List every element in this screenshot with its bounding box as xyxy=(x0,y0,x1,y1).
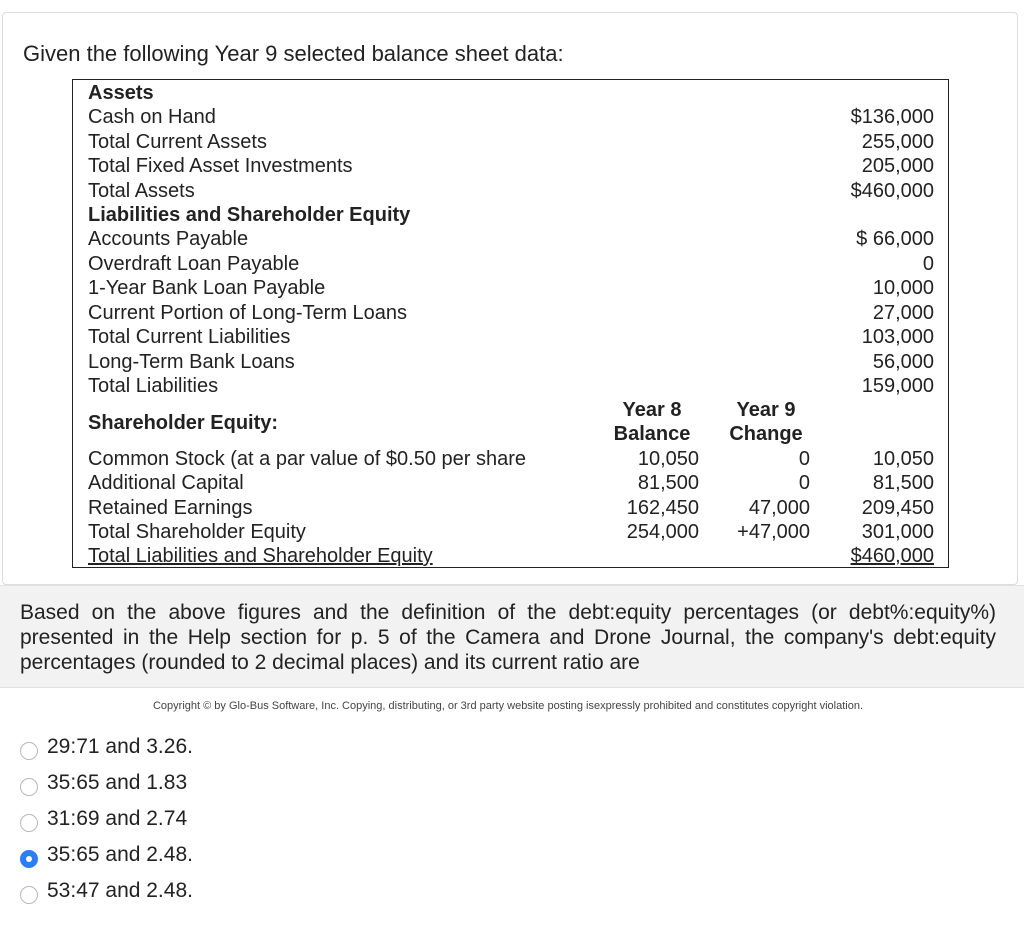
row-value: $460,000 xyxy=(850,180,934,202)
row-label: Total Liabilities xyxy=(88,375,219,397)
assets-heading: Assets xyxy=(88,82,154,104)
row-value: 27,000 xyxy=(872,302,934,324)
row-label: Accounts Payable xyxy=(88,228,249,250)
radio-button[interactable] xyxy=(20,778,38,796)
liabilities-heading: Liabilities and Shareholder Equity xyxy=(88,204,411,226)
equity-heading: Shareholder Equity: xyxy=(88,412,279,434)
row-label: Cash on Hand xyxy=(88,106,216,128)
row-label: Overdraft Loan Payable xyxy=(88,253,300,275)
answer-option-label: 35:65 and 2.48. xyxy=(47,843,193,866)
year9-header xyxy=(721,398,811,447)
row-label: Additional Capital xyxy=(88,472,244,494)
year8-value: 81,500 xyxy=(637,472,699,494)
year9-value: 0 xyxy=(798,472,810,494)
row-value: 0 xyxy=(922,253,934,275)
balance-sheet-table xyxy=(72,79,949,568)
answer-option-label: 29:71 and 3.26. xyxy=(47,735,193,758)
row-value: 301,000 xyxy=(861,521,934,543)
answer-option[interactable] xyxy=(20,732,193,762)
year9-value: 47,000 xyxy=(748,497,810,519)
copyright-notice: Copyright © by Glo-Bus Software, Inc. Copying, distributing, or 3rd party website posting isexpressly prohibited and constitutes copyright violation. xyxy=(152,700,863,712)
question-band xyxy=(0,585,1024,688)
row-value: $136,000 xyxy=(850,106,934,128)
radio-button[interactable] xyxy=(20,886,38,904)
year8-value: 254,000 xyxy=(626,521,699,543)
row-value: 209,450 xyxy=(861,497,934,519)
row-label: 1-Year Bank Loan Payable xyxy=(88,277,326,299)
radio-button[interactable] xyxy=(20,850,38,868)
question-card xyxy=(2,12,1018,585)
radio-button[interactable] xyxy=(20,814,38,832)
answer-option[interactable] xyxy=(20,840,193,870)
row-value: 103,000 xyxy=(861,326,934,348)
answer-option[interactable] xyxy=(20,876,193,906)
answer-option-label: 31:69 and 2.74 xyxy=(47,807,188,830)
answer-option-label: 35:65 and 1.83 xyxy=(47,771,188,794)
total-row-value: $460,000 xyxy=(850,545,934,567)
row-value: 10,000 xyxy=(872,277,934,299)
row-label: Common Stock (at a par value of $0.50 per share xyxy=(88,448,527,470)
year8-value: 162,450 xyxy=(626,497,699,519)
row-label: Total Current Assets xyxy=(88,131,267,153)
row-label: Total Assets xyxy=(88,180,195,202)
year9-header-line1: Year 9 xyxy=(736,399,796,421)
answer-option[interactable] xyxy=(20,804,187,834)
row-value: 56,000 xyxy=(872,351,934,373)
row-label: Total Current Liabilities xyxy=(88,326,291,348)
year9-value: +47,000 xyxy=(737,521,810,543)
total-row-label: Total Liabilities and Shareholder Equity xyxy=(88,545,433,567)
row-value: 159,000 xyxy=(861,375,934,397)
row-label: Total Fixed Asset Investments xyxy=(88,155,353,177)
radio-button[interactable] xyxy=(20,742,38,760)
year8-header xyxy=(607,398,697,447)
row-label: Current Portion of Long-Term Loans xyxy=(88,302,408,324)
row-value: 81,500 xyxy=(872,472,934,494)
question-text: Based on the above figures and the definition of the debt:equity percentages (or debt%:equity%) presented in the Help section for p. 5 of the Camera and Drone Journal, the company's debt:equity percentages (rounded to 2 decimal places) and its current ratio are xyxy=(20,601,996,674)
year9-value: 0 xyxy=(798,448,810,470)
row-label: Retained Earnings xyxy=(88,497,253,519)
row-value: $ 66,000 xyxy=(856,228,934,250)
row-label: Total Shareholder Equity xyxy=(88,521,306,543)
row-label: Long-Term Bank Loans xyxy=(88,351,295,373)
row-value: 255,000 xyxy=(861,131,934,153)
intro-text: Given the following Year 9 selected balance sheet data: xyxy=(23,41,564,66)
year8-header-line2: Balance xyxy=(613,423,691,446)
answer-option[interactable] xyxy=(20,768,187,798)
row-value: 10,050 xyxy=(872,448,934,470)
year8-value: 10,050 xyxy=(637,448,699,470)
year8-header-line1: Year 8 xyxy=(622,399,682,421)
year9-header-line2: Change xyxy=(729,423,803,446)
answer-option-label: 53:47 and 2.48. xyxy=(47,879,193,902)
row-value: 205,000 xyxy=(861,155,934,177)
